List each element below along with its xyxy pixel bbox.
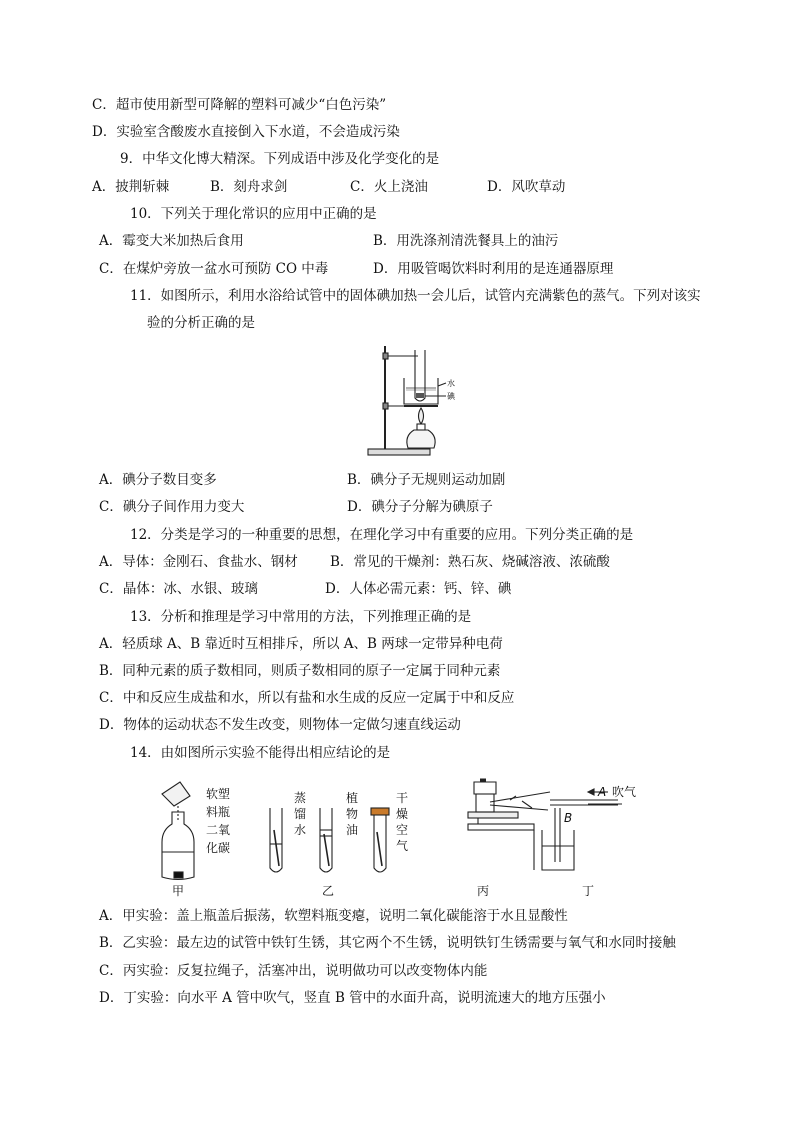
q11-option-b: B．碘分子无规则运动加剧 <box>347 472 506 488</box>
q13-option-b: B．同种元素的质子数相同，则质子数相同的原子一定属于同种元素 <box>99 663 501 679</box>
q14-option-a: A．甲实验：盖上瓶盖后振荡，软塑料瓶变瘪，说明二氧化碳能溶于水且显酸性 <box>99 908 568 924</box>
bottle-label-3: 二氧 <box>206 823 231 837</box>
q10-option-a: A．霉变大米加热后食用 <box>99 233 244 249</box>
q9-option-b: B．刻舟求剑 <box>210 179 288 195</box>
q14-option-b: B．乙实验：最左边的试管中铁钉生锈，其它两个不生锈，说明铁钉生锈需要与氧气和水同时接触 <box>99 935 676 951</box>
bottle-label-1: 软塑 <box>206 787 231 801</box>
q12-option-a: A．导体：金刚石、食盐水、钢材 <box>99 554 298 570</box>
tube2-label-1: 植 <box>346 791 359 805</box>
q13-stem: 13．分析和推理是学习中常用的方法，下列推理正确的是 <box>130 609 472 625</box>
q9-stem: 9．中华文化博大精深。下列成语中涉及化学变化的是 <box>120 151 440 167</box>
q9-option-d: D．风吹草动 <box>487 179 566 195</box>
pipe-a-label: A <box>598 785 607 799</box>
q10-option-c: C．在煤炉旁放一盆水可预防 CO 中毒 <box>99 261 329 277</box>
tube1-label-2: 馏 <box>294 807 307 821</box>
tube1-label-3: 水 <box>294 823 307 837</box>
tube3-label-2: 燥 <box>396 807 409 821</box>
caption-yi: 乙 <box>322 884 335 898</box>
q10-option-d: D．用吸管喝饮料时利用的是连通器原理 <box>373 261 614 277</box>
q8-option-d: D．实验室含酸废水直接倒入下水道，不会造成污染 <box>92 124 400 140</box>
tube3-label-3: 空 <box>396 823 409 837</box>
iodine-label: 碘 <box>447 392 455 401</box>
q12-option-b: B．常见的干燥剂：熟石灰、烧碱溶液、浓硫酸 <box>330 554 610 570</box>
q9-option-c: C．火上浇油 <box>350 179 428 195</box>
q12-option-c: C．晶体：冰、水银、玻璃 <box>99 581 258 597</box>
q14-experiments-figure <box>150 772 660 898</box>
water-label: 水 <box>447 379 455 388</box>
water-bath-figure <box>360 340 460 460</box>
tube3-label-4: 气 <box>396 839 409 853</box>
caption-jia: 甲 <box>172 884 185 898</box>
q11-option-c: C．碘分子间作用力变大 <box>99 499 245 515</box>
q10-option-b: B．用洗涤剂清洗餐具上的油污 <box>373 233 559 249</box>
tube2-label-3: 油 <box>346 823 359 837</box>
caption-ding: 丁 <box>582 884 595 898</box>
caption-bing: 丙 <box>477 884 490 898</box>
q11-stem-line1: 11．如图所示，利用水浴给试管中的固体碘加热一会儿后，试管内充满紫色的蒸气。下列对该实 <box>130 288 701 304</box>
q12-option-d: D．人体必需元素：钙、锌、碘 <box>325 581 512 597</box>
q11-option-d: D．碘分子分解为碘原子 <box>347 499 493 515</box>
q14-option-d: D．丁实验：向水平 A 管中吹气，竖直 B 管中的水面升高，说明流速大的地方压强小 <box>99 990 606 1006</box>
q9-option-a: A．披荆斩棘 <box>92 179 170 195</box>
q8-option-c: C．超市使用新型可降解的塑料可减少“白色污染” <box>92 97 387 113</box>
q10-stem: 10．下列关于理化常识的应用中正确的是 <box>130 206 377 222</box>
q11-option-a: A．碘分子数目变多 <box>99 472 217 488</box>
tube3-label-1: 干 <box>396 791 409 805</box>
bottle-label-4: 化碳 <box>206 841 231 855</box>
q11-stem-line2: 验的分析正确的是 <box>147 315 255 331</box>
q12-stem: 12．分类是学习的一种重要的思想，在理化学习中有重要的应用。下列分类正确的是 <box>130 527 634 543</box>
q13-option-c: C．中和反应生成盐和水，所以有盐和水生成的反应一定属于中和反应 <box>99 690 515 706</box>
pipe-b-label: B <box>564 811 573 825</box>
q13-option-d: D．物体的运动状态不发生改变，则物体一定做匀速直线运动 <box>99 717 461 733</box>
blow-label: 吹气 <box>612 785 637 799</box>
bottle-label-2: 料瓶 <box>206 805 231 819</box>
tube1-label-1: 蒸 <box>294 791 307 805</box>
q13-option-a: A．轻质球 A、B 靠近时互相排斥，所以 A、B 两球一定带异种电荷 <box>99 636 503 652</box>
q14-option-c: C．丙实验：反复拉绳子，活塞冲出，说明做功可以改变物体内能 <box>99 963 488 979</box>
q14-stem: 14．由如图所示实验不能得出相应结论的是 <box>130 745 391 761</box>
tube2-label-2: 物 <box>346 807 359 821</box>
